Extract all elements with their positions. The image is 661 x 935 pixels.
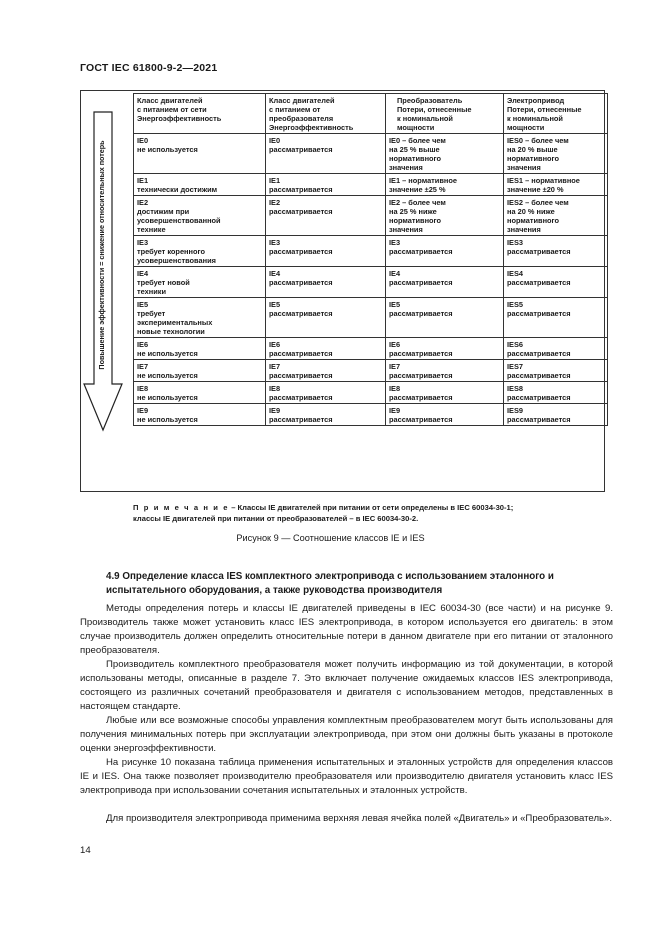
table-cell: IE2 достижим при усовершенствованной технике <box>134 196 266 236</box>
table-row <box>134 236 608 267</box>
table-cell: IES1 – нормативное значение ±20 % <box>504 174 608 196</box>
table-cell: IES5 рассматривается <box>504 298 608 338</box>
header-motor-grid: Класс двигателей с питанием от сети Энергоэффективность <box>134 94 266 134</box>
header-drive: Электропривод Потери, отнесенные к номинальной мощности <box>504 94 608 134</box>
table-row <box>134 382 608 404</box>
header-motor-converter: Класс двигателей с питанием от преобразователя Энергоэффективность <box>266 94 386 134</box>
table-cell: IES7 рассматривается <box>504 360 608 382</box>
section-heading: 4.9 Определение класса IES комплектного электропривода с использованием эталонного и испытательного оборудования, а также руководства производителя <box>106 571 554 596</box>
table-cell: IE0 не используется <box>134 134 266 174</box>
paragraph: Для производителя электропривода применима верхняя левая ячейка полей «Двигатель» и «Преобразователь». <box>106 813 613 824</box>
table-cell: IES9 рассматривается <box>504 404 608 426</box>
table-row <box>134 134 608 174</box>
table-row <box>134 298 608 338</box>
note-prefix: П р и м е ч а н и е <box>133 503 230 512</box>
table-cell: IE2 – более чем на 25 % ниже нормативного значения <box>386 196 504 236</box>
table-cell: IE0 рассматривается <box>266 134 386 174</box>
paragraph: На рисунке 10 показана таблица применения испытательных и эталонных устройств для определения классов IE и IES. Она также позволяет производителю преобразователя или производителю двигателя установить класс IES электропривода при использовании сочетания испытательных и эталонных устройств. <box>80 757 613 796</box>
table-cell: IE1 – нормативное значение ±25 % <box>386 174 504 196</box>
table-cell: IE1 технически достижим <box>134 174 266 196</box>
table-cell: IE4 рассматривается <box>266 267 386 298</box>
table-row <box>134 360 608 382</box>
table-cell: IE8 рассматривается <box>386 382 504 404</box>
table-row <box>134 267 608 298</box>
table-cell: IE6 не используется <box>134 338 266 360</box>
figure-note <box>133 502 603 524</box>
table-cell: IE3 требует коренного усовершенствования <box>134 236 266 267</box>
paragraph: Любые или все возможные способы управления комплектным преобразователем могут быть использованы для получения минимальных потерь при эксплуатации электропривода, при этом они должны быть указаны в протоколе оценки энергоэффективности. <box>80 715 613 754</box>
table-cell: IE9 рассматривается <box>386 404 504 426</box>
table-header-row <box>134 94 608 134</box>
paragraph: Методы определения потерь и классы IE двигателей приведены в IEC 60034-30 (все части) и на рисунке 9. Производитель также может установить класс IES электропривода, в котором используется его двигатель: в этом случае производитель должен определить относительные потери в данном двигателе при его питании от эталонного преобразователя. <box>80 603 613 656</box>
table-cell: IES0 – более чем на 20 % выше нормативного значения <box>504 134 608 174</box>
table-cell: IE8 рассматривается <box>266 382 386 404</box>
classes-table <box>133 93 608 426</box>
table-row <box>134 196 608 236</box>
page-number: 14 <box>80 845 91 856</box>
table-row <box>134 404 608 426</box>
header-converter: Преобразователь Потери, отнесенные к номинальной мощности <box>386 94 504 134</box>
table-cell: IE3 рассматривается <box>266 236 386 267</box>
table-cell: IE4 рассматривается <box>386 267 504 298</box>
table-cell: IE1 рассматривается <box>266 174 386 196</box>
table-cell: IES8 рассматривается <box>504 382 608 404</box>
table-cell: IE3 рассматривается <box>386 236 504 267</box>
table-cell: IE4 требует новой техники <box>134 267 266 298</box>
table-cell: IE7 рассматривается <box>266 360 386 382</box>
figure-caption: Рисунок 9 — Соотношение классов IE и IES <box>236 533 425 543</box>
table-cell: IE9 рассматривается <box>266 404 386 426</box>
table-cell: IE5 рассматривается <box>266 298 386 338</box>
page-header: ГОСТ IEC 61800-9-2—2021 <box>80 62 218 74</box>
table-cell: IE5 рассматривается <box>386 298 504 338</box>
table-cell: IE8 не используется <box>134 382 266 404</box>
table-cell: IES3 рассматривается <box>504 236 608 267</box>
table-cell: IE9 не используется <box>134 404 266 426</box>
note-line-1: – Классы IE двигателей при питании от сети определены в IEC 60034-30-1; <box>229 503 514 512</box>
table-cell: IE7 рассматривается <box>386 360 504 382</box>
table-cell: IES6 рассматривается <box>504 338 608 360</box>
table-cell: IE6 рассматривается <box>266 338 386 360</box>
table-cell: IE6 рассматривается <box>386 338 504 360</box>
arrow-label: Повышение эффективности = снижение относительных потерь <box>97 140 106 370</box>
table-cell: IE5 требует экспериментальных новые технологии <box>134 298 266 338</box>
note-line-2: классы IE двигателей при питании от преобразователей – в IEC 60034-30-2. <box>133 514 419 523</box>
paragraph: Производитель комплектного преобразователя может получить информацию из той документации, в которой использованы методы, описанные в разделе 7. Это включает получение ожидаемых классов IES электропривода, состоящего из различных сочетаний преобразователя и двигателя с использованием методов, представленных в настоящем стандарте. <box>80 659 613 712</box>
table-row <box>134 338 608 360</box>
table-cell: IE2 рассматривается <box>266 196 386 236</box>
table-cell: IE0 – более чем на 25 % выше нормативного значения <box>386 134 504 174</box>
table-cell: IES4 рассматривается <box>504 267 608 298</box>
table-cell: IE7 не используется <box>134 360 266 382</box>
table-cell: IES2 – более чем на 20 % ниже нормативного значения <box>504 196 608 236</box>
table-row <box>134 174 608 196</box>
